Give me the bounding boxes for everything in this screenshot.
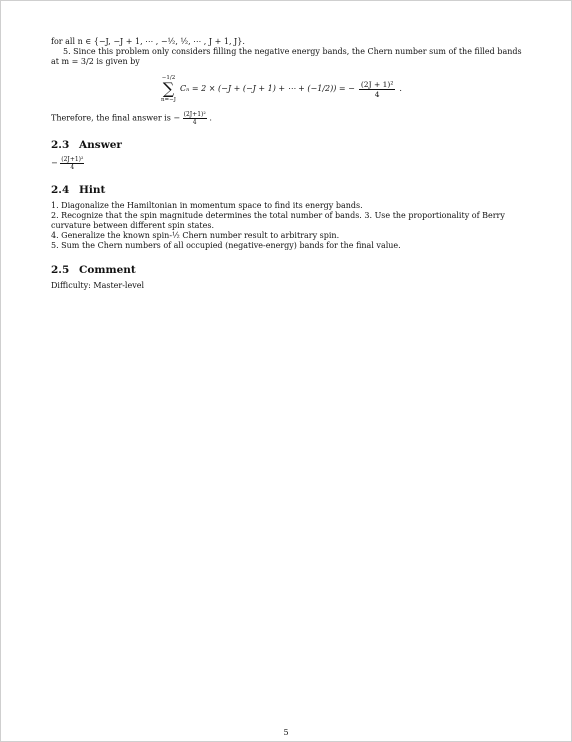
conclusion-prefix: Therefore, the final answer is − bbox=[51, 113, 181, 123]
equation-fraction bbox=[359, 80, 395, 99]
page-content bbox=[51, 37, 525, 291]
section-number: 2.4 bbox=[51, 184, 70, 196]
chern-sum-equation bbox=[161, 75, 525, 103]
hint-line: 2. Recognize that the spin magnitude determines the total number of bands. 3. Use the proportionality of Berry bbox=[51, 211, 505, 220]
sigma-icon: ∑ bbox=[162, 79, 175, 98]
comment-text: Difficulty: Master-level bbox=[51, 281, 145, 290]
equation-body: Cₙ = 2 × (−J + (−J + 1) + ⋯ + (−1/2)) = − bbox=[179, 84, 355, 93]
summation-symbol bbox=[161, 75, 176, 103]
page-number: 5 bbox=[283, 728, 289, 737]
section-title: Comment bbox=[79, 264, 136, 276]
section-number: 2.3 bbox=[51, 139, 70, 151]
hint-line: 5. Sum the Chern numbers of all occupied (negative-energy) bands for the final value. bbox=[51, 241, 401, 250]
intro-line-1: for all n ∈ {−J, −J + 1, ⋯ , −½, ½, ⋯ , J + 1, J}. bbox=[51, 37, 245, 46]
answer-fraction-denominator: 4 bbox=[70, 164, 75, 171]
answer-sign: − bbox=[51, 158, 58, 168]
answer-fraction-numerator: (2J+1)² bbox=[61, 156, 84, 163]
conclusion-fraction-numerator: (2J+1)² bbox=[183, 111, 206, 118]
hint-line: 1. Diagonalize the Hamiltonian in momentum space to find its energy bands. bbox=[51, 201, 363, 210]
section-heading-answer bbox=[51, 140, 525, 150]
section-title: Hint bbox=[79, 184, 106, 196]
conclusion-fraction bbox=[183, 111, 207, 126]
section-title: Answer bbox=[79, 139, 122, 151]
section-number: 2.5 bbox=[51, 264, 70, 276]
hint-list bbox=[51, 201, 525, 251]
sum-lower-limit: n=−J bbox=[161, 97, 176, 103]
section-heading-comment bbox=[51, 265, 525, 275]
intro-line-2: 5. Since this problem only considers filling the negative energy bands, the Chern number sum of the filled bands bbox=[63, 47, 522, 56]
conclusion-line bbox=[51, 111, 525, 126]
answer-value bbox=[51, 156, 525, 171]
equation-fraction-denominator: 4 bbox=[374, 89, 380, 99]
hint-line: curvature between different spin states. bbox=[51, 221, 215, 230]
equation-tail: . bbox=[399, 84, 402, 93]
conclusion-suffix: . bbox=[209, 113, 212, 123]
answer-fraction bbox=[60, 156, 84, 171]
hint-line: 4. Generalize the known spin-½ Chern number result to arbitrary spin. bbox=[51, 231, 340, 240]
sum-upper-limit: −1/2 bbox=[161, 75, 176, 81]
conclusion-fraction-denominator: 4 bbox=[192, 119, 197, 126]
intro-line-3: at m = 3/2 is given by bbox=[51, 57, 140, 66]
equation-fraction-numerator: (2J + 1)² bbox=[360, 79, 394, 89]
section-heading-hint bbox=[51, 185, 525, 195]
